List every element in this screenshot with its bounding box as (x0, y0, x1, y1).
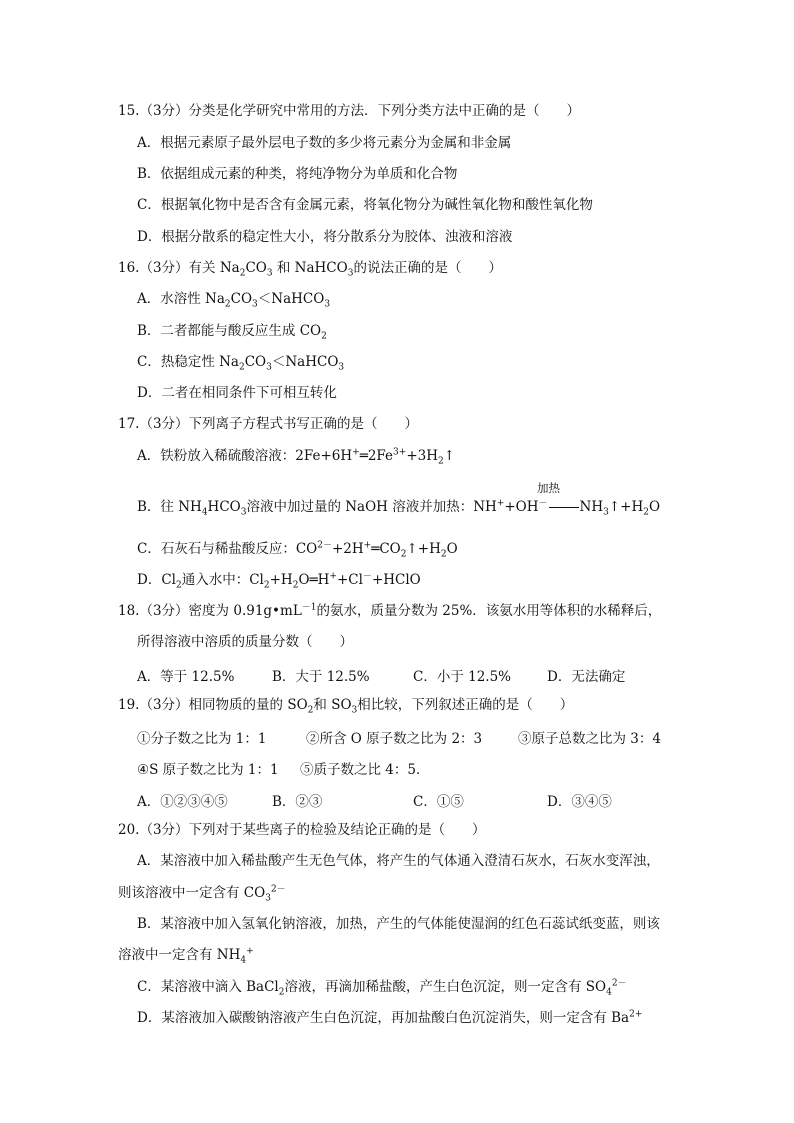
question-18-stem-line2: 所得溶液中溶质的质量分数（ ） (137, 634, 353, 650)
question-18-option-d: D．无法确定 (547, 669, 626, 685)
question-20-option-b-line1: B．某溶液中加入氢氧化钠溶液，加热，产生的气体能使湿润的红色石蕊试纸变蓝，则该 (137, 916, 660, 932)
question-15-option-c: C．根据氧化物中是否含有金属元素，将氧化物分为碱性氧化物和酸性氧化物 (137, 197, 593, 213)
question-17-option-c: C．石灰石与稀盐酸反应：$CO^{2-}+2H^+═CO_2↑+H_2O$ (137, 540, 458, 560)
question-20-option-a-line2: 则该溶液中一定含有 $CO_3^{2-}$ (118, 884, 286, 904)
question-19-option-a: A．①②③④⑤ (137, 794, 228, 810)
question-19-option-c: C．①⑤ (413, 794, 464, 810)
question-15-option-b: B．依据组成元素的种类，将纯净物分为单质和化合物 (137, 166, 458, 182)
question-16-option-c: C．热稳定性 $Na_2CO_3<NaHCO_3$ (137, 354, 345, 373)
question-18-option-c: C．小于 12.5% (413, 669, 512, 685)
question-19-item-4: ④S 原子数之比为 1：1 (137, 762, 279, 778)
question-19-option-b: B．②③ (272, 794, 323, 810)
question-16-stem: 16.（3分）有关 $Na_2CO_3$ 和 NaHCO$_3$的说法正确的是（ ） (118, 260, 502, 279)
question-20-option-c: C．某溶液中滴入 BaCl$_2$溶液，再滴加稀盐酸，产生白色沉淀，则一定含有 $SO_4^{2-}$ (137, 978, 627, 998)
question-20-stem: 20.（3分）下列对于某些离子的检验及结论正确的是（ ） (118, 822, 486, 838)
question-19-item-3: ③原子总数之比为 3：4 (518, 731, 661, 747)
question-18-option-a: A．等于 12.5% (137, 669, 235, 685)
question-20-option-d: D．某溶液加入碳酸钠溶液产生白色沉淀，再加盐酸白色沉淀消失，则一定含有 $Ba^{2+}$ (137, 1009, 643, 1026)
question-19-item-1: ①分子数之比为 1：1 (137, 731, 267, 747)
question-16-option-a: A．水溶性 $Na_2CO_3<NaHCO_3$ (137, 291, 331, 310)
question-19-item-5: ⑤质子数之比 4：5． (300, 762, 430, 778)
question-19-stem: 19.（3分）相同物质的量的 $SO_2$和 $SO_3$相比较，下列叙述正确的是（ ） (118, 697, 574, 716)
heating-condition-label: 加热 (537, 481, 560, 495)
reaction-arrow-line (549, 507, 579, 508)
question-17-option-a: A．铁粉放入稀硫酸溶液：$2Fe+6H^+═2Fe^{3+}+3H_2↑$ (137, 447, 456, 467)
question-15-option-d: D．根据分散系的稳定性大小，将分散系分为胶体、浊液和溶液 (137, 229, 513, 245)
question-18-stem: 18.（3分）密度为 $0.91g•mL^{-1}$的氨水，质量分数为 25%．该氨水用等体积的水稀释后， (118, 602, 662, 619)
question-15-option-a: A．根据元素原子最外层电子数的多少将元素分为金属和非金属 (137, 135, 512, 151)
question-17-option-d: D．$Cl_2$通入水中：$Cl_2+H_2O═H^++Cl^-+HClO$ (137, 571, 421, 591)
question-17-option-b: B．往 $NH_4HCO_3$溶液中加过量的 NaOH 溶液并加热：NH++OH－ $NH_3↑+H_2O$ (137, 498, 661, 518)
question-16-option-d: D．二者在相同条件下可相互转化 (137, 385, 337, 401)
question-19-item-2: ②所含 O 原子数之比为 2：3 (306, 731, 483, 747)
question-16-option-b: B．二者都能与酸反应生成 $CO_2$ (137, 323, 327, 342)
question-18-option-b: B．大于 12.5% (272, 669, 370, 685)
question-20-option-b-line2: 溶液中一定含有 $NH_4^+$ (118, 946, 254, 966)
question-17-stem: 17.（3分）下列离子方程式书写正确的是（ ） (118, 416, 419, 432)
question-15-stem: 15.（3分）分类是化学研究中常用的方法．下列分类方法中正确的是（ ） (118, 103, 581, 119)
question-20-option-a-line1: A．某溶液中加入稀盐酸产生无色气体，将产生的气体通入澄清石灰水，石灰水变浑浊， (137, 853, 660, 869)
question-19-option-d: D．③④⑤ (547, 794, 612, 810)
